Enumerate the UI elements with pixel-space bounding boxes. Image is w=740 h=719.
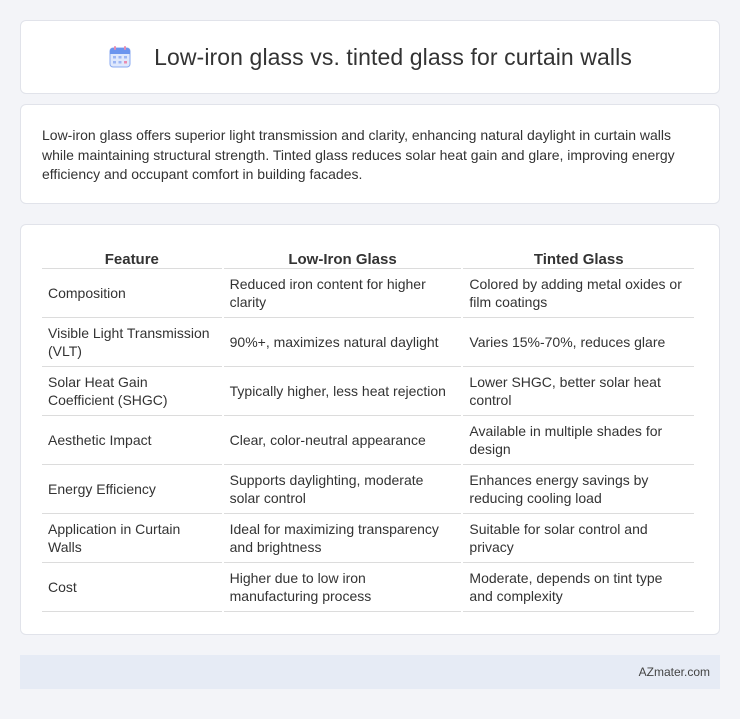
table-cell-low-iron: Reduced iron content for higher clarity: [224, 269, 462, 318]
table-cell-low-iron: Typically higher, less heat rejection: [224, 367, 462, 416]
table-cell-low-iron: Higher due to low iron manufacturing process: [224, 563, 462, 612]
column-header-feature: Feature: [42, 247, 222, 269]
table-row: [42, 416, 694, 465]
table-cell-tinted: Lower SHGC, better solar heat control: [463, 367, 694, 416]
table-header-row: [42, 247, 694, 269]
table-cell-feature: Solar Heat Gain Coefficient (SHGC): [42, 367, 222, 416]
table-cell-feature: Energy Efficiency: [42, 465, 222, 514]
page-title: Low-iron glass vs. tinted glass for curtain walls: [154, 43, 632, 70]
table-row: [42, 563, 694, 612]
title-card: [20, 20, 720, 94]
table-cell-tinted: Suitable for solar control and privacy: [463, 514, 694, 563]
intro-text: Low-iron glass offers superior light transmission and clarity, enhancing natural daylight in curtain walls while maintaining structural strength. Tinted glass reduces solar heat gain and glare, improving energy efficiency and occupant comfort in building facades.: [42, 127, 675, 182]
table-cell-low-iron: Ideal for maximizing transparency and brightness: [224, 514, 462, 563]
table-cell-tinted: Enhances energy savings by reducing cooling load: [463, 465, 694, 514]
table-cell-low-iron: Clear, color-neutral appearance: [224, 416, 462, 465]
column-header-low-iron: Low-Iron Glass: [224, 247, 462, 269]
footer-bar: [20, 655, 720, 689]
table-row: [42, 465, 694, 514]
footer-source-link[interactable]: AZmater.com: [638, 665, 710, 679]
column-header-tinted: Tinted Glass: [463, 247, 694, 269]
comparison-table: [40, 247, 696, 612]
table-row: [42, 367, 694, 416]
table-cell-feature: Cost: [42, 563, 222, 612]
table-cell-tinted: Moderate, depends on tint type and complexity: [463, 563, 694, 612]
table-cell-low-iron: Supports daylighting, moderate solar control: [224, 465, 462, 514]
table-row: [42, 514, 694, 563]
table-cell-tinted: Colored by adding metal oxides or film coatings: [463, 269, 694, 318]
title-wrap: [108, 44, 632, 71]
table-row: [42, 269, 694, 318]
table-row: [42, 318, 694, 367]
table-cell-tinted: Available in multiple shades for design: [463, 416, 694, 465]
intro-card: [20, 104, 720, 204]
table-cell-low-iron: 90%+, maximizes natural daylight: [224, 318, 462, 367]
table-card: [20, 224, 720, 635]
calendar-icon: [108, 45, 132, 69]
table-cell-feature: Application in Curtain Walls: [42, 514, 222, 563]
table-cell-tinted: Varies 15%-70%, reduces glare: [463, 318, 694, 367]
table-cell-feature: Visible Light Transmission (VLT): [42, 318, 222, 367]
table-cell-feature: Composition: [42, 269, 222, 318]
table-cell-feature: Aesthetic Impact: [42, 416, 222, 465]
